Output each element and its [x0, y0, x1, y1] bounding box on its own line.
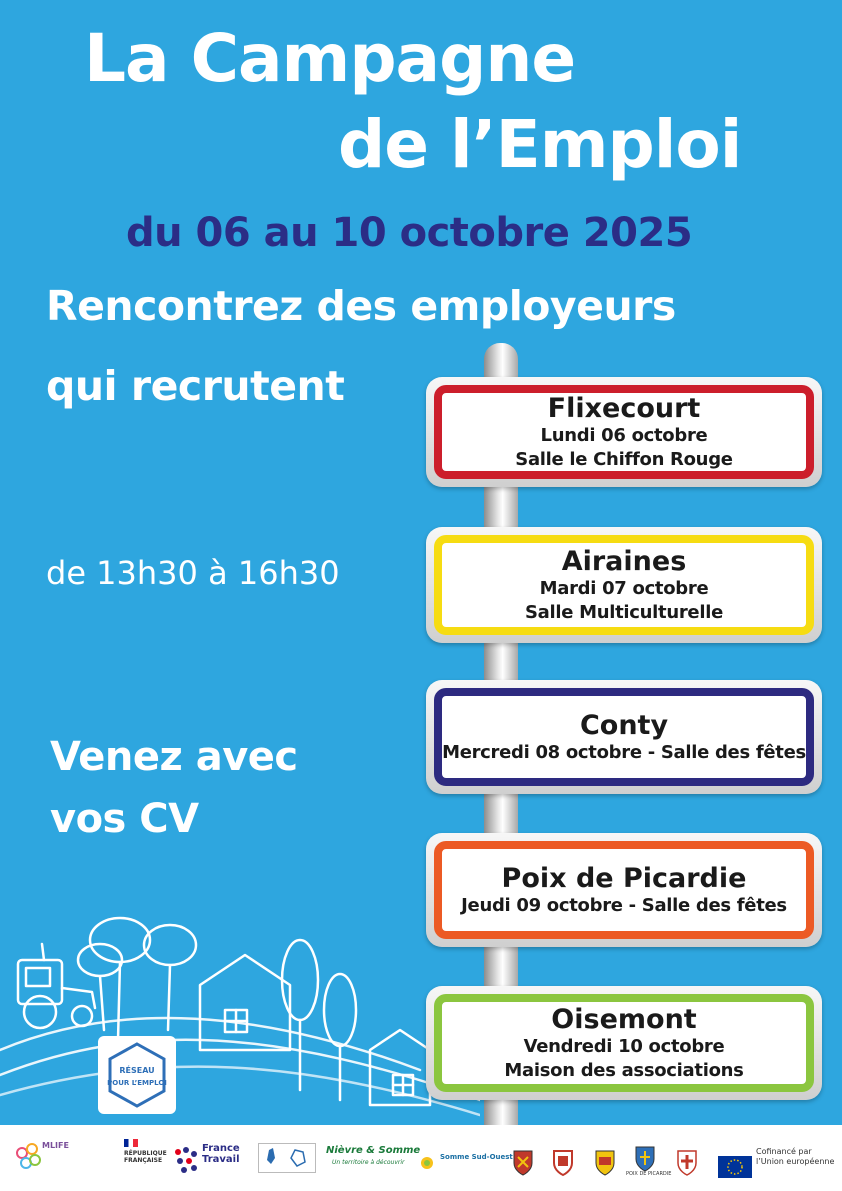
- sign-city: Airaines: [561, 546, 687, 578]
- crest-icon: [594, 1143, 616, 1183]
- sign-venue: Maison des associations: [504, 1059, 744, 1081]
- crest-icon: [512, 1143, 534, 1183]
- sign-poix-de-picardie: [426, 833, 822, 947]
- sign-date: Lundi 06 octobre: [540, 425, 708, 447]
- bring-cv-line-2: vos CV: [50, 796, 199, 842]
- partner-logos-bar: [0, 1125, 842, 1191]
- sign-frame: [434, 535, 814, 635]
- sign-frame: [434, 994, 814, 1092]
- sign-frame: [434, 841, 814, 939]
- france-travail-logo-icon: [172, 1141, 200, 1181]
- landscape-illustration: [0, 900, 480, 1125]
- mlife-logo-icon: [14, 1139, 42, 1179]
- svg-text:POUR L’EMPLOI: POUR L’EMPLOI: [107, 1079, 167, 1087]
- sign-venue: Salle Multiculturelle: [524, 601, 723, 623]
- france-travail-label: France Travail: [202, 1143, 240, 1165]
- french-flag-icon: [124, 1139, 138, 1147]
- nievre-somme-label: Nièvre & Somme: [326, 1145, 421, 1156]
- bring-cv-line-1: Venez avec: [50, 734, 298, 780]
- sign-date-venue: Mercredi 08 octobre - Salle des fêtes: [442, 741, 806, 763]
- subtitle-line-1: Rencontrez des employeurs: [46, 282, 676, 330]
- sign-city: Conty: [579, 709, 669, 741]
- sign-date: Vendredi 10 octobre: [523, 1036, 725, 1058]
- eu-flag-icon: [718, 1147, 752, 1187]
- sign-city: Poix de Picardie: [501, 862, 747, 894]
- sign-airaines: [426, 527, 822, 643]
- crest-icon: [552, 1143, 574, 1183]
- sign-venue: Salle le Chiffon Rouge: [515, 448, 733, 470]
- somme-sud-ouest-label: Somme Sud-Ouest: [440, 1153, 513, 1161]
- title-line-1: La Campagne: [84, 20, 576, 97]
- event-dates: du 06 au 10 octobre 2025: [126, 210, 693, 256]
- region-logo: [258, 1143, 316, 1173]
- sign-conty: [426, 680, 822, 794]
- event-hours: de 13h30 à 16h30: [46, 554, 340, 592]
- sign-city: Oisemont: [551, 1004, 697, 1036]
- subtitle-line-2: qui recrutent: [46, 362, 345, 410]
- svg-text:RÉSEAU: RÉSEAU: [119, 1066, 155, 1075]
- sign-city: Flixecourt: [547, 393, 701, 425]
- mlife-label: MLIFE: [42, 1141, 69, 1150]
- sign-frame: [434, 688, 814, 786]
- sun-logo-icon: [418, 1143, 436, 1183]
- crest-icon: [676, 1143, 698, 1183]
- sign-oisemont: [426, 986, 822, 1100]
- republique-label: RÉPUBLIQUE FRANÇAISE: [124, 1150, 167, 1164]
- reseau-pour-emploi-logo: [98, 1036, 176, 1114]
- sign-date-venue: Jeudi 09 octobre - Salle des fêtes: [461, 894, 787, 916]
- poix-label: POIX DE PICARDIE: [626, 1171, 672, 1177]
- sign-flixecourt: [426, 377, 822, 487]
- nievre-somme-tagline: Un territoire à découvrir: [332, 1159, 405, 1166]
- eu-cofinance-label: Cofinancé par l’Union européenne: [756, 1147, 835, 1166]
- sign-date: Mardi 07 octobre: [539, 578, 709, 600]
- title-line-2: de l’Emploi: [338, 106, 742, 183]
- sign-frame: [434, 385, 814, 479]
